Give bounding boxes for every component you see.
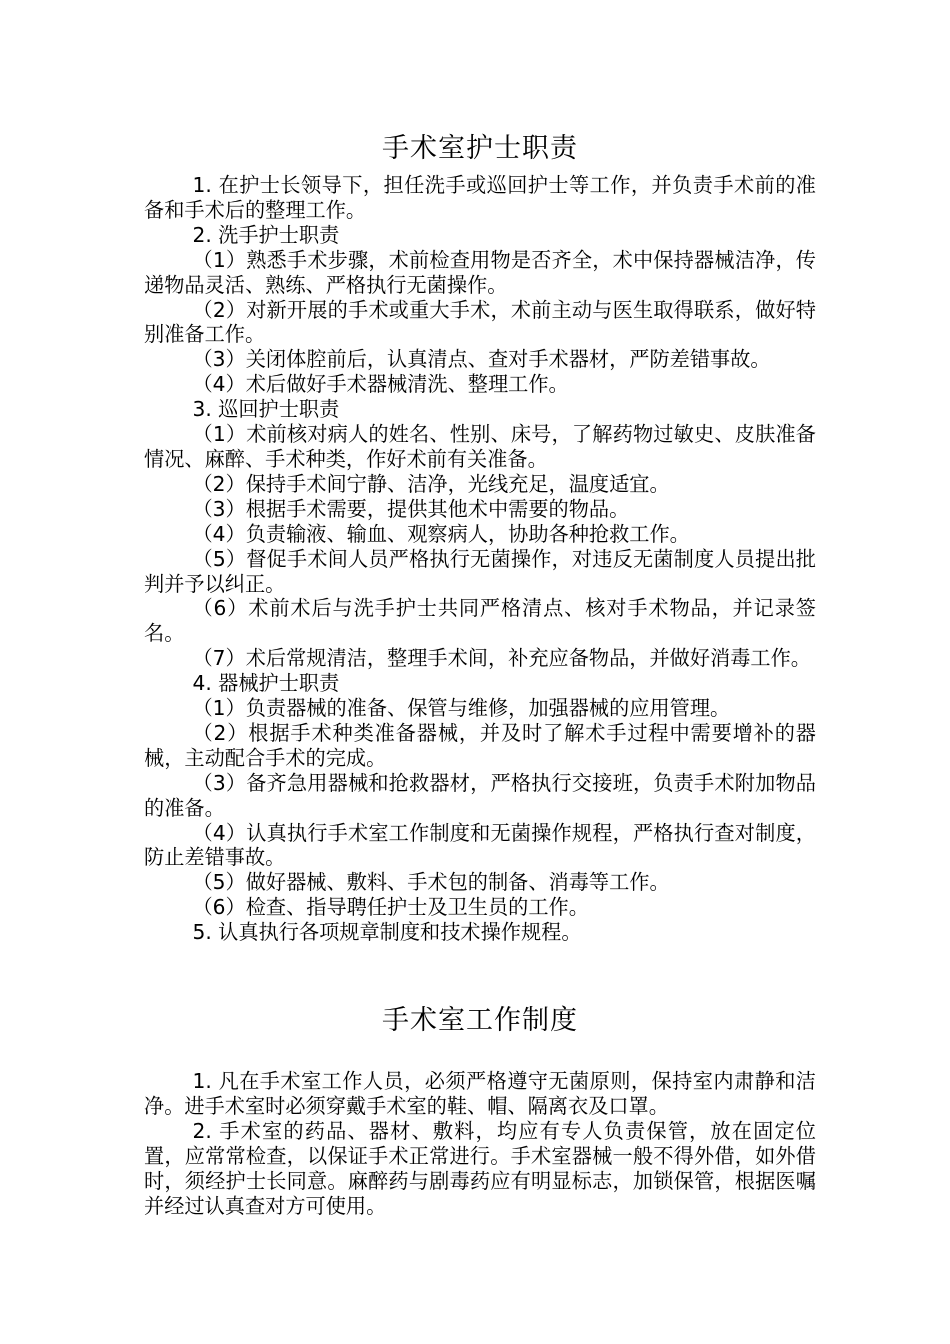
paragraph: （4）认真执行手术室工作制度和无菌操作规程，严格执行查对制度，防止差错事故。 bbox=[144, 820, 816, 870]
paragraph: 1. 凡在手术室工作人员，必须严格遵守无菌原则，保持室内肃静和洁净。进手术室时必须穿戴手术室的鞋、帽、隔离衣及口罩。 bbox=[144, 1069, 816, 1118]
paragraph: 3. 巡回护士职责 bbox=[192, 397, 340, 422]
paragraph: （1）负责器械的准备、保管与维修，加强器械的应用管理。 bbox=[192, 696, 731, 721]
paragraph: （3）根据手术需要，提供其他术中需要的物品。 bbox=[192, 496, 630, 521]
paragraph: 1. 在护士长领导下，担任洗手或巡回护士等工作，并负责手术前的准备和手术后的整理工作。 bbox=[144, 173, 816, 222]
paragraph: （6）检查、指导聘任护士及卫生员的工作。 bbox=[192, 895, 589, 920]
paragraph: 4. 器械护士职责 bbox=[192, 671, 340, 696]
paragraph: 2. 洗手护士职责 bbox=[192, 222, 340, 247]
title-nurse-duties: 手术室护士职责 bbox=[382, 133, 578, 164]
paragraph: （7）术后常规清洁，整理手术间，补充应备物品，并做好消毒工作。 bbox=[192, 646, 811, 671]
paragraph: （2）根据手术种类准备器械，并及时了解术手过程中需要增补的器械，主动配合手术的完成。 bbox=[144, 720, 816, 770]
paragraph: 2. 手术室的药品、器材、敷料，均应有专人负责保管，放在固定位置，应常常检查，以保证手术正常进行。手术室器械一般不得外借，如外借时，须经护士长同意。麻醉药与剧毒药应有明显标志，加锁保管，根据医嘱并经过认真查对方可使用。 bbox=[144, 1118, 816, 1218]
section-work-rules bbox=[144, 1069, 816, 1218]
paragraph: （3）备齐急用器械和抢救器材，严格执行交接班，负责手术附加物品的准备。 bbox=[144, 770, 816, 820]
paragraph: （1）术前核对病人的姓名、性别、床号，了解药物过敏史、皮肤准备情况、麻醉、手术种类，作好术前有关准备。 bbox=[144, 422, 816, 471]
paragraph: （5）督促手术间人员严格执行无菌操作，对违反无菌制度人员提出批判并予以纠正。 bbox=[144, 546, 816, 596]
paragraph: （2）保持手术间宁静、洁净，光线充足，温度适宜。 bbox=[192, 471, 670, 496]
title-work-rules: 手术室工作制度 bbox=[382, 1005, 578, 1036]
paragraph: （4）负责输液、输血、观察病人，协助各种抢救工作。 bbox=[192, 521, 690, 546]
paragraph: （2）对新开展的手术或重大手术，术前主动与医生取得联系，做好特别准备工作。 bbox=[144, 297, 816, 347]
paragraph: （4）术后做好手术器械清洗、整理工作。 bbox=[192, 372, 569, 397]
paragraph: （1）熟悉手术步骤，术前检查用物是否齐全，术中保持器械洁净，传递物品灵活、熟练、严格执行无菌操作。 bbox=[144, 247, 816, 297]
paragraph: （6）术前术后与洗手护士共同严格清点、核对手术物品，并记录签名。 bbox=[144, 596, 816, 646]
section-nurse-duties bbox=[144, 173, 816, 945]
paragraph: 5. 认真执行各项规章制度和技术操作规程。 bbox=[192, 920, 582, 945]
paragraph: （3）关闭体腔前后，认真清点、查对手术器材，严防差错事故。 bbox=[192, 347, 771, 372]
paragraph: （5）做好器械、敷料、手术包的制备、消毒等工作。 bbox=[192, 870, 670, 895]
